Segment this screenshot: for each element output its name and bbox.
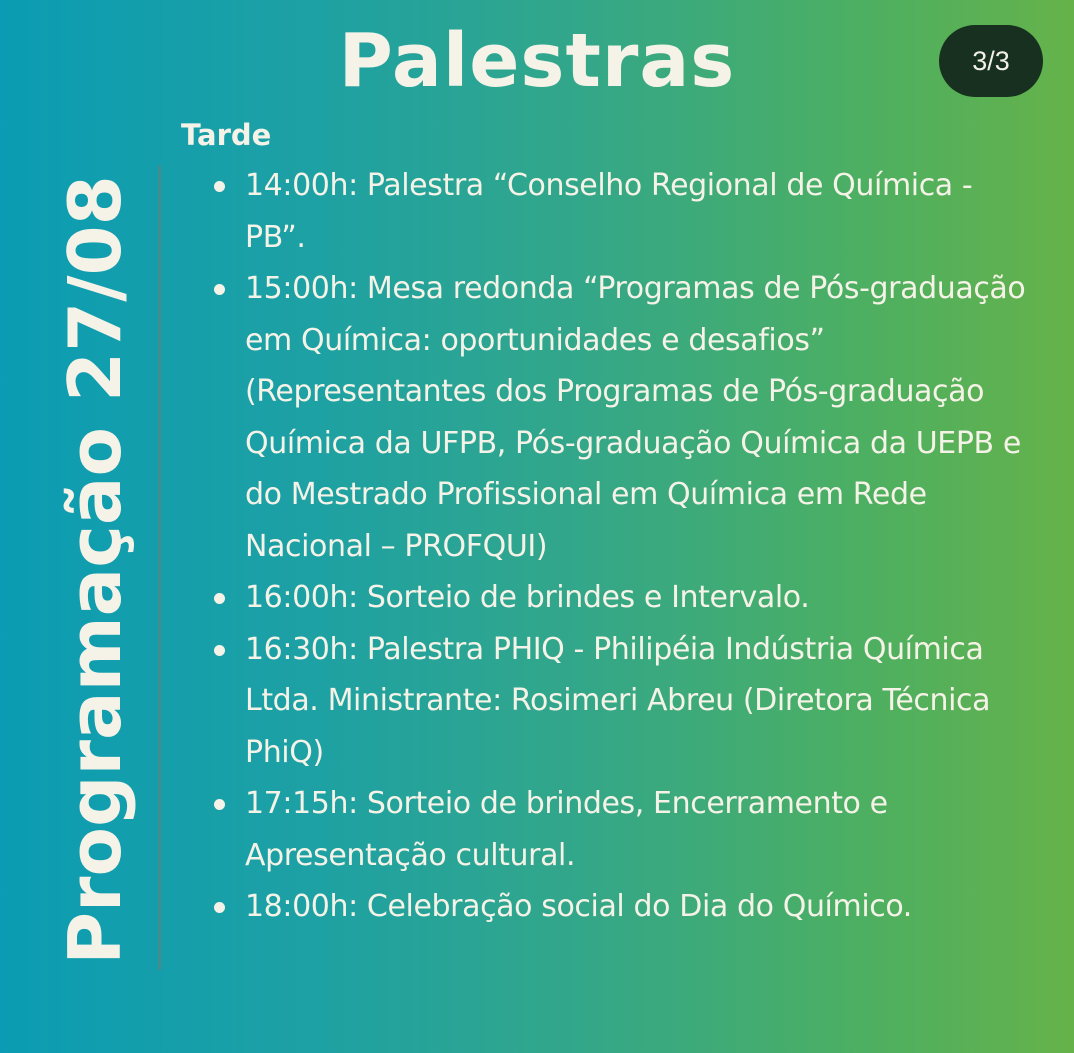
- bullet-icon: [214, 645, 225, 656]
- side-title-container: [50, 170, 140, 970]
- schedule-item: [245, 624, 1035, 779]
- bullet-icon: [214, 593, 225, 604]
- schedule-item: [245, 572, 1035, 624]
- schedule-list: [245, 160, 1035, 933]
- bullet-icon: [214, 902, 225, 913]
- schedule-item-text: 15:00h: Mesa redonda “Programas de Pós-graduação em Química: oportunidades e desafios” (Representantes dos Programas de Pós-graduação Química da UFPB, Pós-graduação Química da UEPB e do Mestrado Profissional em Química em Rede Nacional – PROFQUI): [245, 271, 1026, 564]
- schedule-item-text: 18:00h: Celebração social do Dia do Químico.: [245, 889, 912, 924]
- bullet-icon: [214, 284, 225, 295]
- schedule-item-text: 16:30h: Palestra PHIQ - Philipéia Indústria Química Ltda. Ministrante: Rosimeri Abreu (Diretora Técnica PhiQ): [245, 631, 991, 770]
- schedule-item-text: 17:15h: Sorteio de brindes, Encerramento e Apresentação cultural.: [245, 786, 888, 873]
- schedule-item: [245, 881, 1035, 933]
- schedule-item-text: 16:00h: Sorteio de brindes e Intervalo.: [245, 580, 810, 615]
- vertical-divider: [158, 165, 161, 970]
- schedule-item-text: 14:00h: Palestra “Conselho Regional de Química - PB”.: [245, 168, 973, 255]
- page-indicator-badge: 3/3: [939, 25, 1043, 97]
- schedule-item: [245, 160, 1035, 263]
- bullet-icon: [214, 181, 225, 192]
- schedule-item: [245, 263, 1035, 572]
- bullet-icon: [214, 799, 225, 810]
- page-title: Palestras: [338, 18, 736, 104]
- side-title: Programação 27/08: [53, 175, 137, 965]
- section-label: Tarde: [181, 118, 272, 152]
- schedule-item: [245, 778, 1035, 881]
